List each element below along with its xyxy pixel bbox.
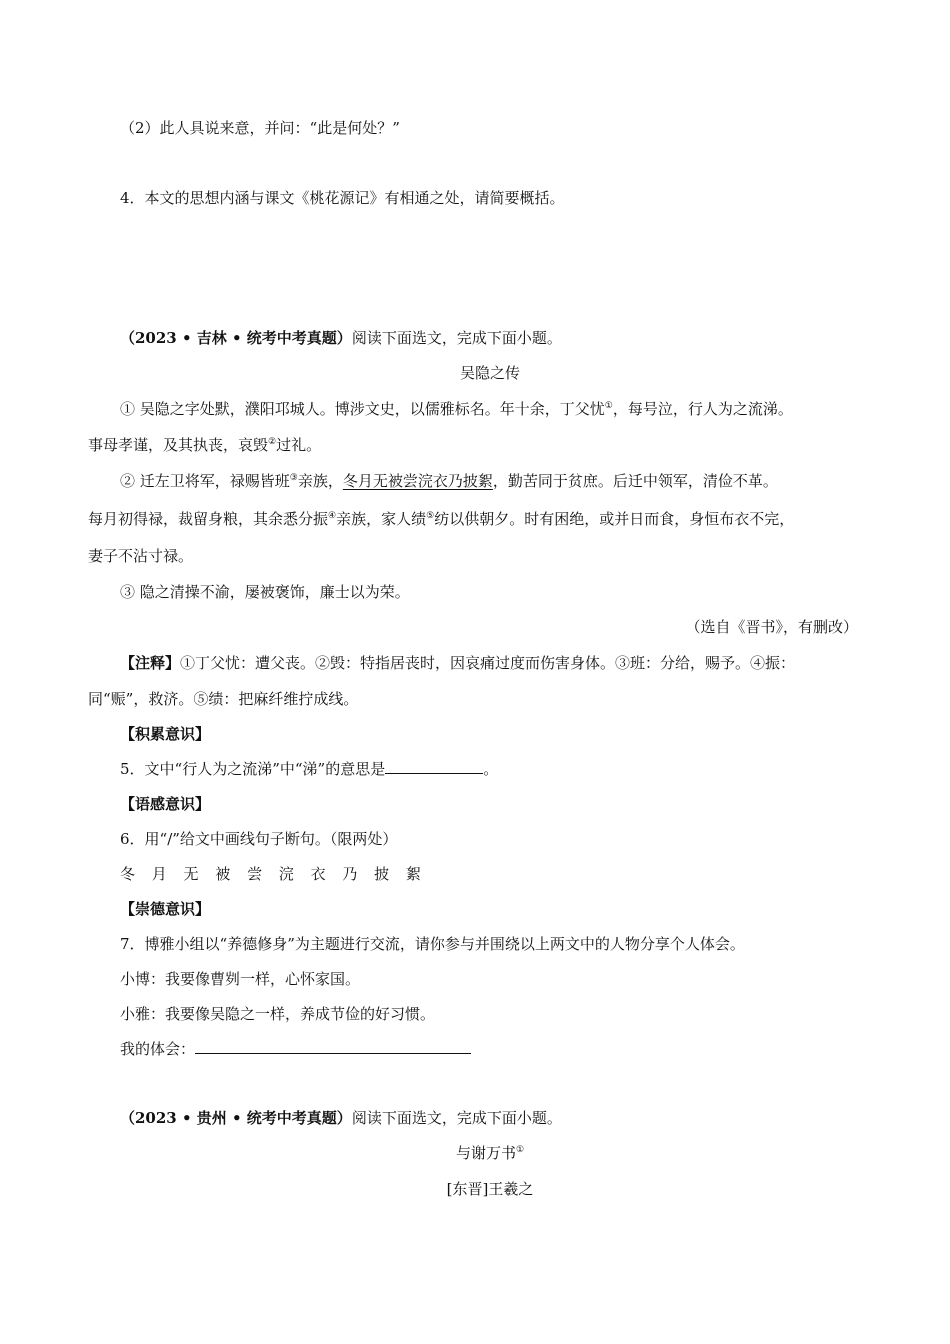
passage-paragraph-2: ② 迁左卫将军，禄赐皆班③亲族，冬月无被尝浣衣乃披絮，勤苦同于贫庶。后迁中领军，清俭不革。 [120, 472, 778, 490]
underlined-sentence: 冬月无被尝浣衣乃披絮 [342, 472, 493, 490]
annotation-label: 【注释】 [120, 654, 181, 672]
section-tag-language: 【语感意识】 [120, 795, 211, 813]
passage-paragraph-2-cont: 每月初得禄，裁留身粮，其余悉分振④亲族，家人绩⑤纺以供朝夕。时有困绝，或并日而食，身恒布衣不完， [88, 510, 795, 528]
footnote-mark: ③ [289, 473, 298, 483]
footnote-mark: ① [604, 401, 613, 411]
question-7: 7．博雅小组以“养德修身”为主题进行交流，请你参与并围绕以上两文中的人物分享个人体会。 [120, 935, 745, 953]
passage-paragraph-3: ③ 隐之清操不渝，屡被褒饰，廉士以为荣。 [120, 583, 410, 601]
source-tag: （2023 • 吉林 • 统考中考真题） [120, 329, 352, 347]
passage-paragraph-2-end: 妻子不沾寸禄。 [88, 547, 194, 565]
dialogue-xiaoya: 小雅：我要像吴隐之一样，养成节俭的好习惯。 [120, 1005, 436, 1023]
letter-author: [东晋]王羲之 [446, 1180, 534, 1198]
question-4: 4．本文的思想内涵与课文《桃花源记》有相通之处，请简要概括。 [120, 189, 565, 207]
footnote-mark: ⑤ [426, 511, 435, 521]
my-response: 我的体会： [120, 1039, 471, 1059]
question-6: 6．用“/”给文中画线句子断句。（限两处） [120, 830, 398, 848]
section-instruction: 阅读下面选文，完成下面小题。 [351, 1109, 562, 1127]
answer-blank[interactable] [385, 759, 483, 774]
question-3-2: （2）此人具说来意，并问：“此是何处？” [120, 119, 400, 137]
sentence-to-segment: 冬 月 无 被 尝 浣 衣 乃 披 絮 [120, 865, 427, 883]
footnote-mark: ① [515, 1145, 525, 1155]
answer-line[interactable] [195, 1039, 471, 1054]
footnote-mark: ② [268, 437, 277, 447]
passage-title: 吴隐之传 [459, 364, 520, 382]
letter-title: 与谢万书① [455, 1144, 525, 1162]
question-5: 5．文中“行人为之流涕”中“涕”的意思是 。 [120, 760, 499, 778]
section-tag-virtue: 【崇德意识】 [120, 900, 211, 918]
section-1-header [120, 328, 562, 348]
section-instruction: 阅读下面选文，完成下面小题。 [351, 329, 562, 347]
section-2-header [120, 1108, 562, 1128]
footnote-mark: ④ [328, 511, 337, 521]
dialogue-xiaobo: 小博：我要像曹刿一样，心怀家国。 [120, 970, 361, 988]
source-citation: （选自《晋书》，有删改） [685, 618, 858, 636]
annotation: 【注释】①丁父忧：遭父丧。②毁：特指居丧时，因哀痛过度而伤害身体。③班：分给，赐予。④振： [120, 654, 796, 672]
source-tag: （2023 • 贵州 • 统考中考真题） [120, 1109, 352, 1127]
annotation-cont: 同“赈”，救济。⑤绩：把麻纤维拧成线。 [88, 690, 359, 708]
section-tag-accumulation: 【积累意识】 [120, 725, 211, 743]
passage-paragraph-1-cont: 事母孝谨，及其执丧，哀毁②过礼。 [88, 436, 322, 454]
passage-paragraph-1: ① 吴隐之字处默，濮阳邛城人。博涉文史，以儒雅标名。年十余，丁父忧①，每号泣，行人为之流涕。 [120, 400, 793, 418]
